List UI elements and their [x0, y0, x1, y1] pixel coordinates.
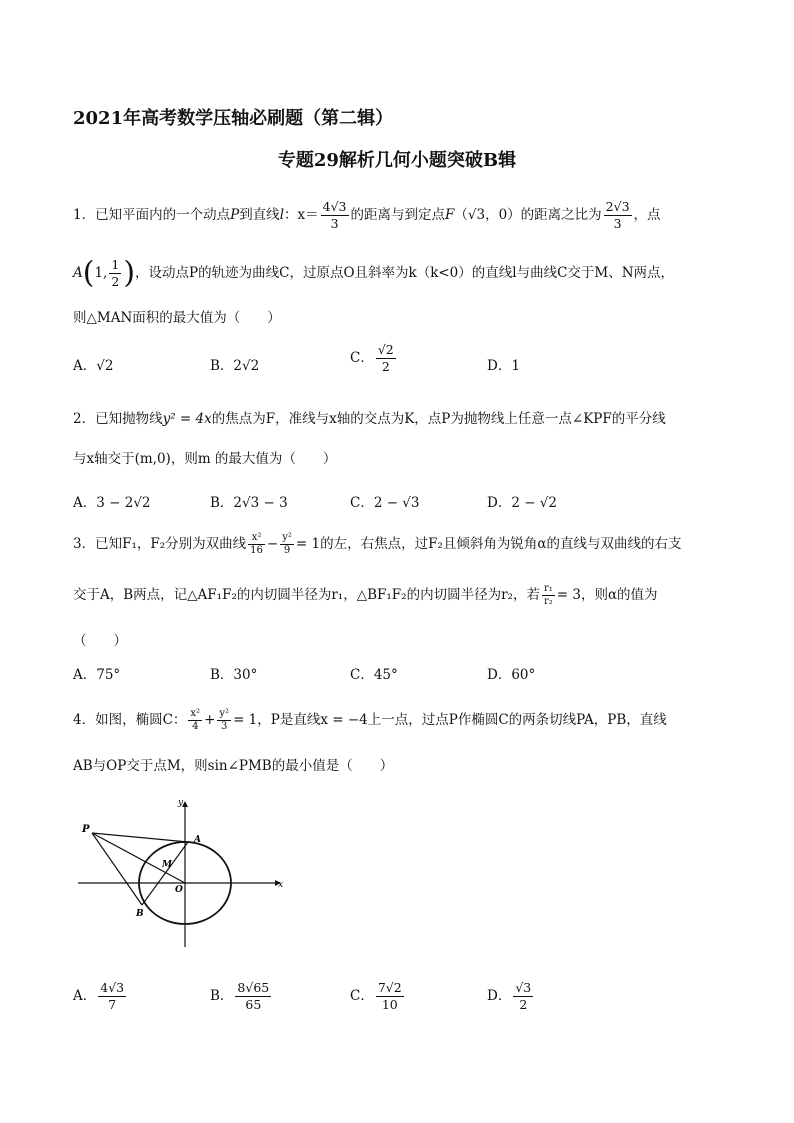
ellipse-tangent-figure	[70, 795, 290, 955]
q2-option-d: D．2 − √2	[487, 495, 557, 511]
q3-option-b: B．30°	[210, 667, 258, 683]
q1-line1: 1．已知平面内的一个动点P到直线l：x＝ $\frac{4√3}{3}$ 的距离与到定点F（√3，0）的距离之比为 $\frac{2√3}{3}$ ，点	[73, 199, 661, 231]
label-o: O	[175, 885, 183, 895]
label-b: B	[136, 909, 144, 919]
q1-fraction-2: $\frac{2√3}{3}$	[605, 199, 630, 231]
q4-line1: 4．如图，椭圆C： $\frac{\text{x²}}{4}$ + $\frac{\text{y²}}{3}$ = 1，P是直线x = −4上一点，过点P作椭圆C的两条切线PA，PB，直线	[73, 708, 667, 732]
label-a: A	[194, 835, 201, 845]
q4-option-b: B． $\frac{8√65}{65}$	[210, 980, 270, 1012]
q2-line2: 与x轴交于(m,0)，则m 的最大值为（ ）	[73, 451, 337, 467]
label-m: M	[162, 860, 172, 870]
document-title: 2021年高考数学压轴必刷题（第二辑）	[73, 108, 394, 129]
segment-ab	[142, 842, 188, 905]
tangent-pb	[92, 833, 142, 905]
q1-half-fraction: $\frac{1}{2}$	[111, 257, 120, 289]
q2-option-c: C．2 − √3	[350, 495, 420, 511]
label-p: P	[82, 824, 90, 835]
q1-line2: A(1, $\frac{1}{2}$ )，设动点P的轨迹为曲线C，过原点O且斜率为k（k<0）的直线l与曲线C交于M、N两点，	[73, 255, 675, 291]
q3-option-d: D．60°	[487, 667, 536, 683]
q4-option-c: C． $\frac{7√2}{10}$	[350, 980, 402, 1012]
q1-option-a: A．√2	[73, 358, 114, 374]
label-y: y	[178, 798, 184, 808]
label-x: x	[278, 880, 284, 890]
q1-option-d: D．1	[487, 358, 520, 374]
q2-line1: 2．已知抛物线y² = 4x的焦点为F，准线与x轴的交点为K，点P为抛物线上任意一点∠KPF的平分线	[73, 411, 666, 427]
q3-line3: （ ）	[73, 633, 127, 649]
q4-line2: AB与OP交于点M，则sin∠PMB的最小值是（ ）	[73, 758, 394, 774]
topic-title: 专题29解析几何小题突破B辑	[277, 150, 517, 171]
q3-option-a: A．75°	[73, 667, 121, 683]
q3-line2: 交于A，B两点，记△AF₁F₂的内切圆半径为r₁，△BF₁F₂的内切圆半径为r₂，若 $\frac{\text{r₁}}{\text{r₂}}$ = 3，则α的值为	[73, 583, 658, 607]
q3-option-c: C．45°	[350, 667, 398, 683]
q1-option-b: B．2√2	[210, 358, 260, 374]
q3-line1: 3．已知F₁，F₂分别为双曲线 $\frac{\text{x²}}{16}$ − $\frac{\text{y²}}{9}$ = 1的左，右焦点，过F₂且倾斜角为锐角α的直线与双曲线的右支	[73, 532, 682, 556]
q4-option-d: D． $\frac{√3}{2}$	[487, 980, 532, 1012]
q4-option-a: A． $\frac{4√3}{7}$	[73, 980, 125, 1012]
q1-option-c: C． $\frac{√2}{2}$	[350, 342, 394, 374]
q2-option-b: B．2√3 − 3	[210, 495, 288, 511]
q2-option-a: A．3 − 2√2	[73, 495, 151, 511]
q1-fraction-1: $\frac{4√3}{3}$	[322, 199, 347, 231]
q1-line3: 则△MAN面积的最大值为（ ）	[73, 310, 281, 326]
